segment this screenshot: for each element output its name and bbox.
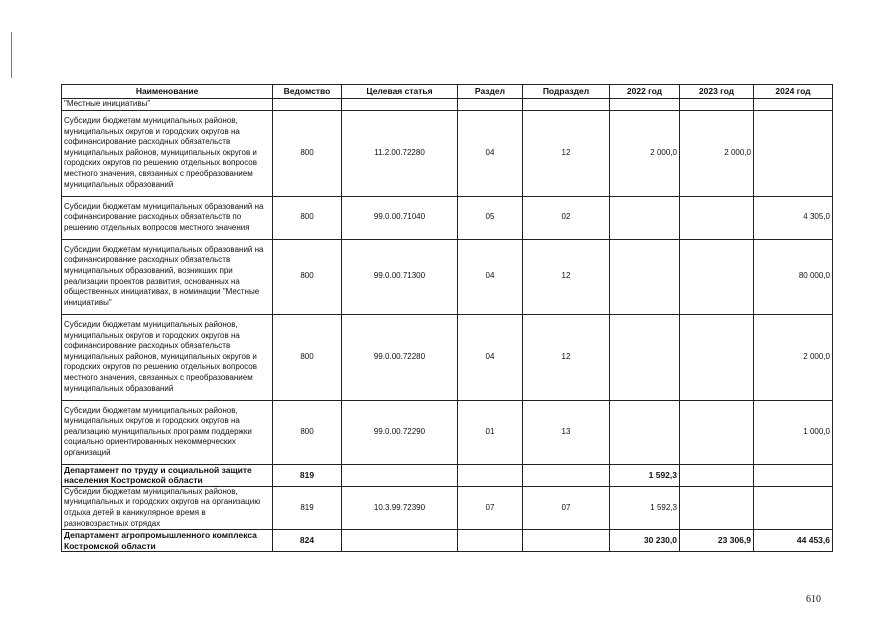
- row-2022: 30 230,0: [610, 530, 680, 552]
- table-row: [62, 110, 833, 196]
- header-2023: 2023 год: [680, 85, 754, 99]
- table-row: [62, 314, 833, 400]
- header-tselevaya-statya: Целевая статья: [342, 85, 458, 99]
- row-2022: [610, 99, 680, 111]
- row-name: Субсидии бюджетам муниципальных образований на софинансирование расходных обязательств муниципальных образований, возникших при реализации проектов развития, основанных на общественных инициативах, в номинации "Местные инициативы": [62, 239, 273, 314]
- row-name: "Местные инициативы": [62, 99, 273, 111]
- row-vedomstvo: [273, 99, 342, 111]
- row-2024: 80 000,0: [754, 239, 833, 314]
- table-header-row: [62, 85, 833, 99]
- row-vedomstvo: 819: [273, 464, 342, 486]
- row-podrazdel: 12: [523, 239, 610, 314]
- row-podrazdel: 12: [523, 314, 610, 400]
- row-tselevaya-statya: 99.0.00.71300: [342, 239, 458, 314]
- row-name: Субсидии бюджетам муниципальных районов, муниципальных округов и городских округов на софинансирование расходных обязательств муниципальных районов, муниципальных округов и городских округов по решению отдельных вопросов местного значения, связанных с преобразованием муниципальных образований: [62, 110, 273, 196]
- row-razdel: 04: [458, 239, 523, 314]
- row-podrazdel: 12: [523, 110, 610, 196]
- row-2022: 1 592,3: [610, 486, 680, 529]
- row-2024: [754, 486, 833, 529]
- row-2024: 1 000,0: [754, 400, 833, 464]
- row-podrazdel: 07: [523, 486, 610, 529]
- row-razdel: 04: [458, 314, 523, 400]
- row-name: Субсидии бюджетам муниципальных районов, муниципальных округов и городских округов на реализацию муниципальных программ поддержки социально ориентированных некоммерческих организаций: [62, 400, 273, 464]
- row-2023: 23 306,9: [680, 530, 754, 552]
- table-row: [62, 530, 833, 552]
- row-podrazdel: 13: [523, 400, 610, 464]
- row-2023: [680, 486, 754, 529]
- row-2023: [680, 400, 754, 464]
- row-2023: [680, 99, 754, 111]
- row-tselevaya-statya: 10.3.99.72390: [342, 486, 458, 529]
- row-vedomstvo: 824: [273, 530, 342, 552]
- row-2024: [754, 110, 833, 196]
- header-name: Наименование: [62, 85, 273, 99]
- row-razdel: 04: [458, 110, 523, 196]
- header-podrazdel: Подраздел: [523, 85, 610, 99]
- row-vedomstvo: 800: [273, 314, 342, 400]
- row-name: Департамент агропромышленного комплекса Костромской области: [62, 530, 273, 552]
- row-2024: 2 000,0: [754, 314, 833, 400]
- row-tselevaya-statya: 11.2.00.72280: [342, 110, 458, 196]
- row-name: Субсидии бюджетам муниципальных районов, муниципальных округов и городских округов на софинансирование расходных обязательств муниципальных районов, муниципальных округов и городских округов по решению отдельных вопросов местного значения, связанных с преобразованием муниципальных образований: [62, 314, 273, 400]
- row-vedomstvo: 819: [273, 486, 342, 529]
- row-razdel: 07: [458, 486, 523, 529]
- row-podrazdel: 02: [523, 196, 610, 239]
- row-2022: [610, 239, 680, 314]
- row-2023: [680, 239, 754, 314]
- row-2022: [610, 400, 680, 464]
- margin-line: [11, 32, 12, 78]
- row-podrazdel: [523, 99, 610, 111]
- row-vedomstvo: 800: [273, 239, 342, 314]
- row-2022: [610, 196, 680, 239]
- row-razdel: 01: [458, 400, 523, 464]
- budget-table: [61, 84, 833, 552]
- table-row: [62, 239, 833, 314]
- row-tselevaya-statya: [342, 464, 458, 486]
- row-2024: 44 453,6: [754, 530, 833, 552]
- row-2024: [754, 464, 833, 486]
- row-vedomstvo: 800: [273, 196, 342, 239]
- row-name: Субсидии бюджетам муниципальных районов, муниципальных и городских округов на организацию отдыха детей в каникулярное время в разновозрастных отрядах: [62, 486, 273, 529]
- row-razdel: [458, 464, 523, 486]
- table-row: [62, 99, 833, 111]
- row-razdel: [458, 99, 523, 111]
- row-2023: [680, 196, 754, 239]
- row-podrazdel: [523, 464, 610, 486]
- header-2024: 2024 год: [754, 85, 833, 99]
- row-2022: [610, 314, 680, 400]
- row-tselevaya-statya: 99.0.00.72280: [342, 314, 458, 400]
- header-razdel: Раздел: [458, 85, 523, 99]
- row-vedomstvo: 800: [273, 400, 342, 464]
- row-2022: 2 000,0: [610, 110, 680, 196]
- row-name: Департамент по труду и социальной защите населения Костромской области: [62, 464, 273, 486]
- row-razdel: 05: [458, 196, 523, 239]
- header-vedomstvo: Ведомство: [273, 85, 342, 99]
- row-razdel: [458, 530, 523, 552]
- row-tselevaya-statya: 99.0.00.72290: [342, 400, 458, 464]
- row-2023: 2 000,0: [680, 110, 754, 196]
- table-row: [62, 464, 833, 486]
- row-2022: 1 592,3: [610, 464, 680, 486]
- row-podrazdel: [523, 530, 610, 552]
- page-number: 610: [806, 594, 821, 605]
- row-tselevaya-statya: 99.0.00.71040: [342, 196, 458, 239]
- table-row: [62, 486, 833, 529]
- header-2022: 2022 год: [610, 85, 680, 99]
- row-name: Субсидии бюджетам муниципальных образований на софинансирование расходных обязательств по решению отдельных вопросов местного значения: [62, 196, 273, 239]
- row-2023: [680, 464, 754, 486]
- row-2023: [680, 314, 754, 400]
- row-tselevaya-statya: [342, 530, 458, 552]
- table-row: [62, 400, 833, 464]
- row-tselevaya-statya: [342, 99, 458, 111]
- row-vedomstvo: 800: [273, 110, 342, 196]
- row-2024: [754, 99, 833, 111]
- table-row: [62, 196, 833, 239]
- row-2024: 4 305,0: [754, 196, 833, 239]
